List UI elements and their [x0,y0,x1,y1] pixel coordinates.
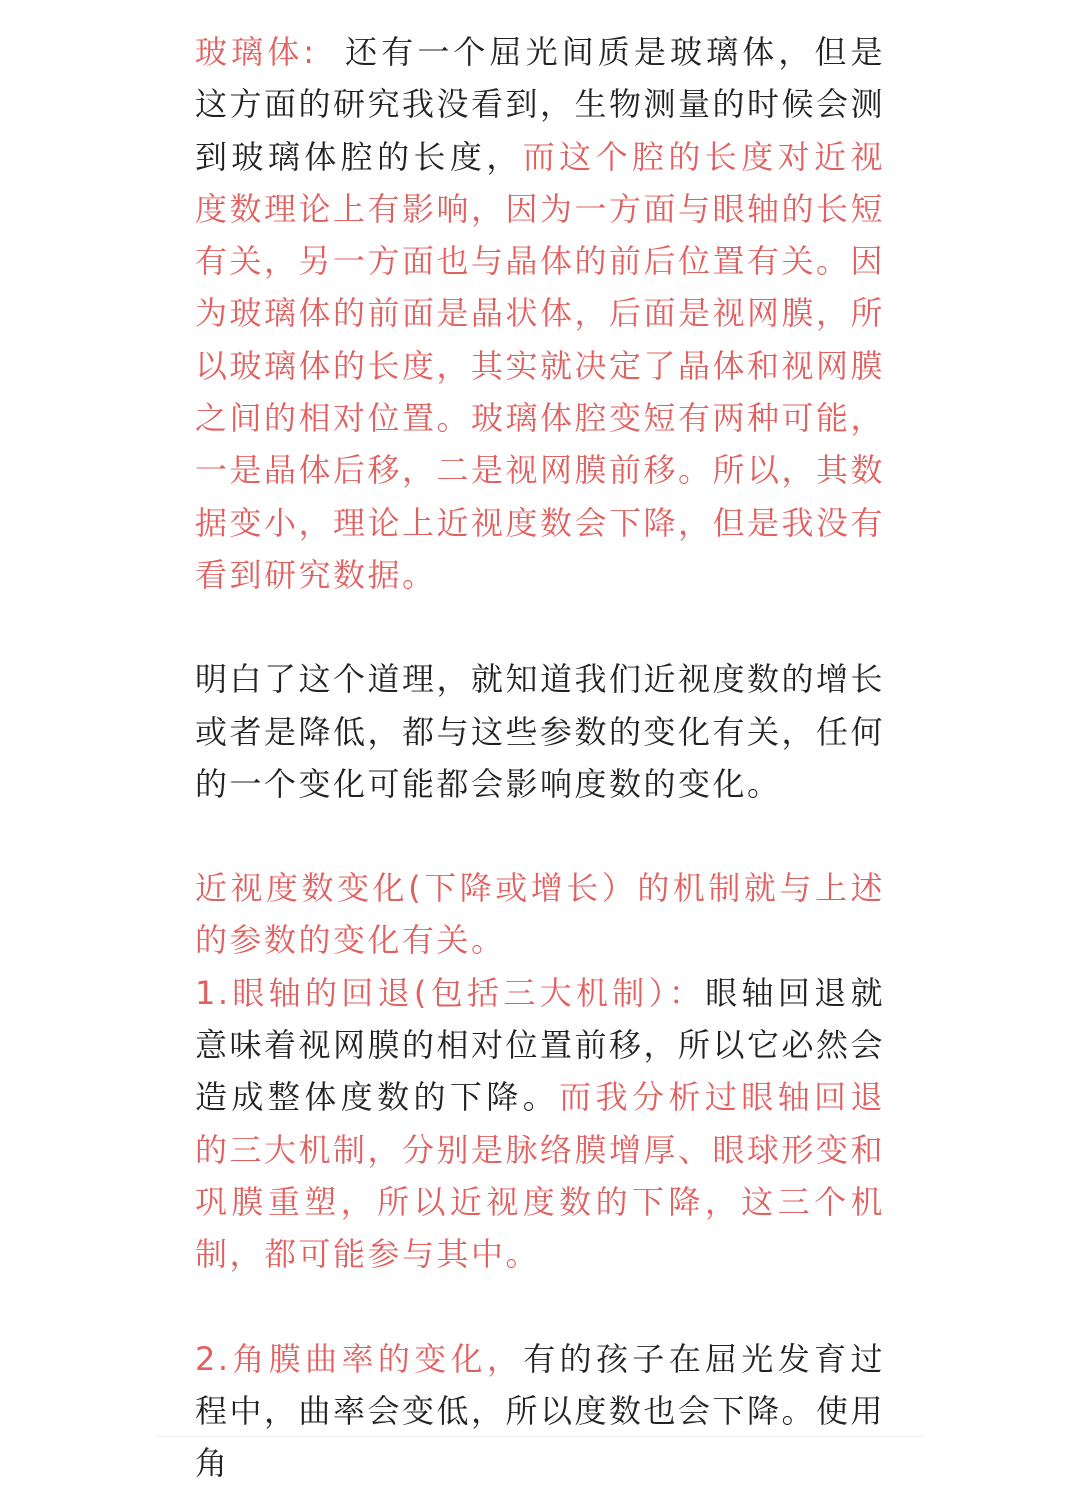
paragraph-corneal-curvature [195,1333,885,1489]
mechanisms-intro: 近视度数变化(下降或增长）的机制就与上述的参数的变化有关。 [195,869,885,960]
article-body [195,26,885,1489]
paragraph-mechanisms [195,862,885,1280]
bottom-divider [155,1436,925,1437]
vitreous-plain-text: 还有一个屈光间质是玻璃体，但是这方面的研究我没看到，生物测量的时候会测到玻璃体腔的长度， [195,33,886,176]
understanding-text: 明白了这个道理，就知道我们近视度数的增长或者是降低，都与这些参数的变化有关，任何的一个变化可能都会影响度数的变化。 [195,660,886,803]
corneal-curvature-heading: 2.角膜曲率的变化， [195,1339,524,1378]
vitreous-highlight-text: 而这个腔的长度对近视度数理论上有影响，因为一方面与眼轴的长短有关，另一方面也与晶体的前后位置有关。因为玻璃体的前面是晶状体，后面是视网膜，所以玻璃体的长度，其实就决定了晶体和视网膜之间的相对位置。玻璃体腔变短有两种可能，一是晶体后移，二是视网膜前移。所以，其数据变小，理论上近视度数会下降，但是我没有看到研究数据。 [195,137,886,594]
paragraph-vitreous [195,26,885,601]
axial-regression-highlight-text: 而我分析过眼轴回退的三大机制，分别是脉络膜增厚、眼球形变和巩膜重塑，所以近视度数的下降，这三个机制，都可能参与其中。 [195,1078,886,1274]
paragraph-understanding [195,653,885,810]
corneal-curvature-plain-text: 有的孩子在屈光发育过程中，曲率会变低，所以度数也会下降。使用角 [195,1339,886,1483]
vitreous-colon: : [303,33,317,71]
axial-regression-heading: 1.眼轴的回退(包括三大机制）： [195,973,706,1012]
axial-regression-plain-text: 眼轴回退就意味着视网膜的相对位置前移，所以它必然会造成整体度数的下降。 [195,973,886,1117]
vitreous-heading: 玻璃体 [195,33,304,71]
